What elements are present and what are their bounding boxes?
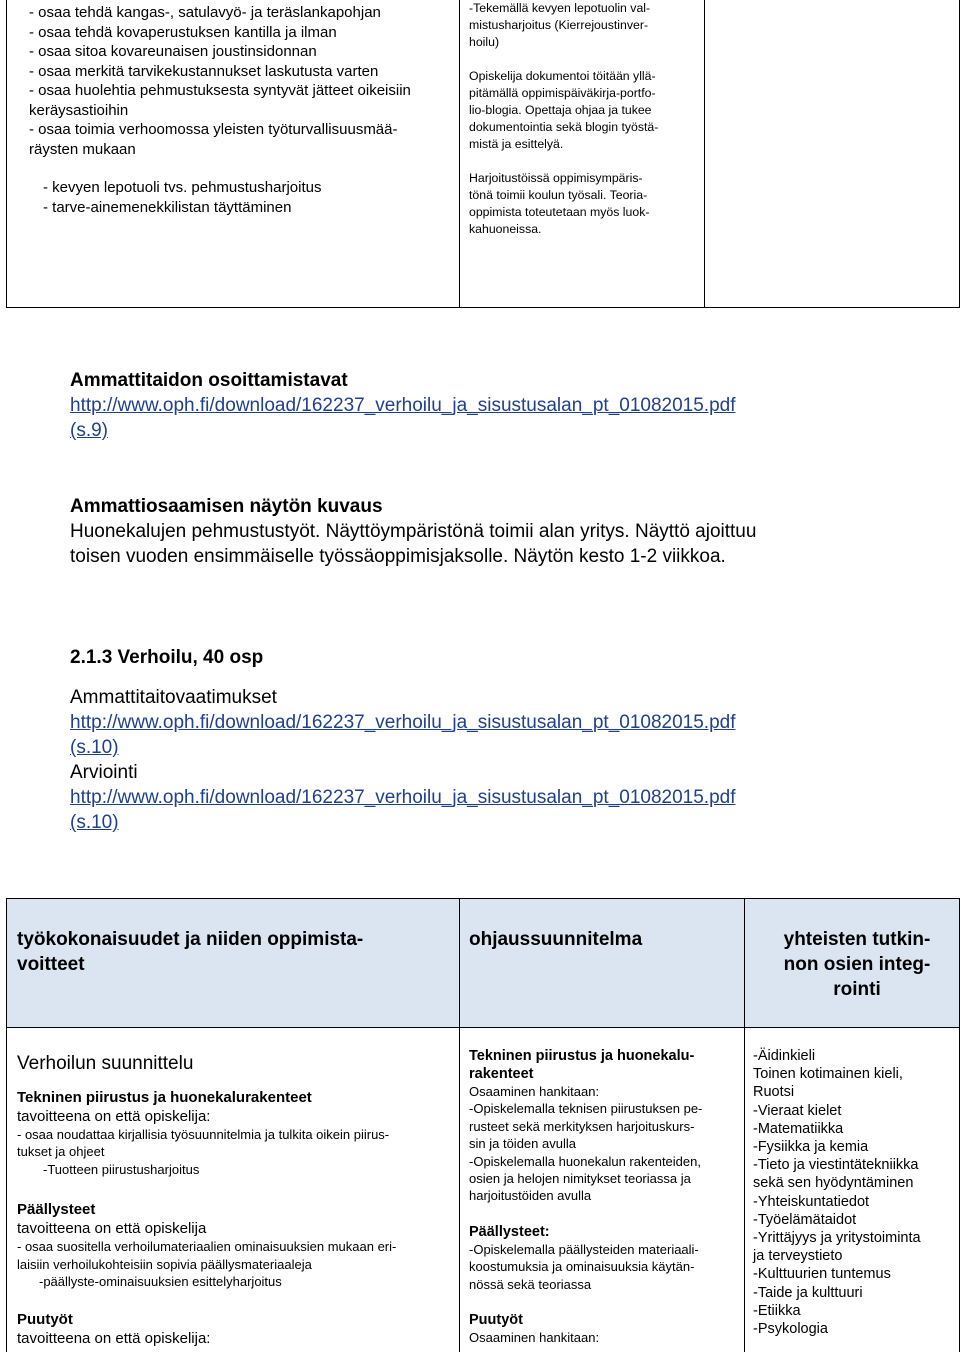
subject-item: sekä sen hyödyntäminen	[753, 1175, 914, 1192]
guidance-line: mistä ja esittelyä.	[469, 137, 564, 151]
exercise-line: - tarve-ainemenekkilistan täyttäminen	[43, 198, 292, 216]
goal-intro: tavoitteena on että opiskelija	[17, 1220, 207, 1238]
exercise-line: - kevyen lepotuoli tvs. pehmustusharjoitus	[43, 179, 322, 196]
bottom-col1-goals	[17, 1051, 457, 1348]
curriculum-pdf-link[interactable]: http://www.oph.fi/download/162237_verhoilu_ja_sisustusalan_pt_01082015.pdf	[70, 787, 736, 808]
goal-line: - osaa noudattaa kirjallisia työsuunnitelmia ja tulkita oikein piirus-	[17, 1127, 390, 1142]
topic-heading: Puutyöt	[17, 1311, 73, 1329]
header-line: ohjaussuunnitelma	[469, 929, 643, 950]
guidance-line: Osaaminen hankitaan:	[469, 1330, 600, 1346]
topic-heading: Tekninen piirustus ja huonekalu-	[469, 1048, 695, 1064]
topic-heading: Päällysteet	[17, 1201, 96, 1219]
paragraph-line: Huonekalujen pehmustustyöt. Näyttöympäristönä toimii alan yritys. Näyttö ajoittuu	[70, 521, 757, 542]
goal-line: - osaa tehdä kangas-, satulavyö- ja teräslankapohjan	[29, 4, 381, 21]
column-divider	[744, 899, 745, 1352]
goal-line: - osaa sitoa kovareunaisen joustinsidonnan	[29, 43, 317, 60]
topic-heading: Puutyöt	[469, 1312, 523, 1329]
subject-item: -Äidinkieli	[753, 1048, 816, 1064]
topic-heading: Tekninen piirustus ja huonekalurakenteet	[17, 1089, 312, 1106]
subject-item: ja terveystieto	[753, 1248, 843, 1265]
subject-item: -Kulttuurien tuntemus	[753, 1266, 891, 1283]
subject-item: Ruotsi	[753, 1084, 795, 1101]
page-reference[interactable]: (s.9)	[70, 420, 108, 441]
paragraph-line: toisen vuoden ensimmäiselle työssäoppimisjaksolle. Näytön kesto 1-2 viikkoa.	[70, 546, 726, 567]
guidance-line: Opiskelija dokumentoi töitään yllä-	[469, 69, 656, 83]
guidance-line: -Opiskelemalla päällysteiden materiaali-	[469, 1241, 699, 1257]
goal-line: - osaa tehdä kovaperustuksen kantilla ja ilman	[29, 23, 337, 41]
subject-item: -Fysiikka ja kemia	[753, 1139, 869, 1156]
goal-line: - osaa toimia verhoomossa yleisten työturvallisuusmää-	[29, 121, 398, 138]
bottom-table	[6, 898, 960, 1352]
bottom-col3-common-subjects	[753, 1047, 960, 1338]
exercise-line: -Tuotteen piirustusharjoitus	[43, 1161, 200, 1177]
guidance-line: pitämällä oppimispäiväkirja-portfo-	[469, 86, 656, 100]
guidance-line: sin ja töiden avulla	[469, 1136, 576, 1152]
column-divider	[459, 0, 460, 307]
guidance-line: dokumentointia sekä blogin työstä-	[469, 120, 659, 134]
page-reference[interactable]: (s.10)	[70, 812, 119, 833]
guidance-line: -Opiskelemalla huonekalun rakenteiden,	[469, 1153, 701, 1169]
header-line: voitteet	[17, 954, 85, 975]
subject-item: -Psykologia	[753, 1321, 828, 1338]
goal-line: laisiin verhoilukohteisiin sopivia päällysmateriaaleja	[17, 1256, 312, 1272]
subheading: Ammattitaitovaatimukset	[70, 687, 277, 708]
guidance-line: osien ja helojen nimitykset teoriassa ja	[469, 1171, 691, 1187]
subject-item: -Taide ja kulttuuri	[753, 1284, 863, 1301]
goal-line: tukset ja ohjeet	[17, 1144, 105, 1160]
header-line: yhteisten tutkin-	[783, 929, 931, 950]
page-reference[interactable]: (s.10)	[70, 737, 119, 758]
top-col1-learning-goals	[29, 3, 411, 217]
subject-item: Toinen kotimainen kieli,	[753, 1066, 903, 1083]
header-guidance-plan	[469, 927, 642, 952]
subject-item: -Etiikka	[753, 1302, 801, 1319]
goal-intro: tavoitteena on että opiskelija:	[17, 1330, 211, 1348]
section-heading: Ammattitaidon osoittamistavat	[70, 370, 348, 391]
section-upholstery-module	[70, 645, 736, 835]
bottom-col2-guidance	[469, 1047, 741, 1346]
topic-heading: rakenteet	[469, 1066, 534, 1082]
subject-item: -Vieraat kielet	[753, 1102, 842, 1119]
goal-line: - osaa suositella verhoilumateriaalien ominaisuuksien mukaan eri-	[17, 1239, 397, 1255]
top-table	[6, 0, 960, 308]
exercise-line: -päällyste-ominaisuuksien esittelyharjoitus	[39, 1274, 282, 1290]
subject-item: -Tieto ja viestintätekniikka	[753, 1157, 919, 1174]
guidance-line: nössä sekä teoriassa	[469, 1276, 592, 1292]
header-line: non osien integ-	[783, 954, 931, 975]
cell-title: Verhoilun suunnittelu	[17, 1053, 194, 1074]
top-col2-guidance	[469, 0, 705, 238]
guidance-line: tönä toimii koulun työsali. Teoria-	[469, 188, 648, 202]
guidance-line: Osaaminen hankitaan:	[469, 1084, 600, 1099]
guidance-line: koostumuksia ja ominaisuuksia käytän-	[469, 1259, 695, 1275]
subheading: Arviointi	[70, 762, 138, 783]
topic-heading: Päällysteet:	[469, 1223, 550, 1240]
header-line: työkokonaisuudet ja niiden oppimista-	[17, 929, 364, 950]
curriculum-pdf-link[interactable]: http://www.oph.fi/download/162237_verhoilu_ja_sisustusalan_pt_01082015.pdf	[70, 395, 736, 416]
guidance-line: kahuoneissa.	[469, 222, 542, 236]
guidance-line: Harjoitustöissä oppimisympäris-	[469, 171, 643, 185]
section-skills-demonstration	[70, 494, 756, 569]
guidance-line: lio-blogia. Opettaja ohjaa ja tukee	[469, 103, 652, 117]
guidance-line: oppimista toteutetaan myös luok-	[469, 205, 650, 219]
guidance-line: -Opiskelemalla teknisen piirustuksen pe-	[469, 1101, 703, 1117]
guidance-line: mistusharjoitus (Kierrejoustinver-	[469, 18, 649, 32]
curriculum-pdf-link[interactable]: http://www.oph.fi/download/162237_verhoilu_ja_sisustusalan_pt_01082015.pdf	[70, 712, 736, 733]
guidance-line: -Tekemällä kevyen lepotuolin val-	[469, 1, 651, 15]
goal-line: räysten mukaan	[29, 140, 136, 158]
guidance-line: harjoitustöiden avulla	[469, 1188, 592, 1204]
subject-item: -Työelämätaidot	[753, 1211, 857, 1228]
goal-intro: tavoitteena on että opiskelija:	[17, 1108, 211, 1125]
guidance-line: hoilu)	[469, 35, 500, 49]
guidance-line: rusteet sekä merkityksen harjoituskurs-	[469, 1118, 695, 1134]
subject-item: -Yhteiskuntatiedot	[753, 1193, 870, 1210]
header-line: rointi	[833, 979, 881, 1000]
goal-line: keräysastioihin	[29, 101, 129, 119]
goal-line: - osaa merkitä tarvikekustannukset laskutusta varten	[29, 62, 379, 80]
goal-line: - osaa huolehtia pehmustuksesta syntyvät jätteet oikeisiin	[29, 82, 411, 99]
module-heading: 2.1.3 Verhoilu, 40 osp	[70, 647, 264, 668]
section-heading: Ammattiosaamisen näytön kuvaus	[70, 496, 383, 517]
header-work-units	[17, 927, 363, 977]
subject-item: -Yrittäjyys ja yritystoiminta	[753, 1230, 921, 1247]
subject-item: -Matematiikka	[753, 1120, 844, 1137]
header-integration	[767, 927, 947, 1002]
column-divider	[459, 899, 460, 1352]
section-demonstration-methods	[70, 368, 736, 443]
